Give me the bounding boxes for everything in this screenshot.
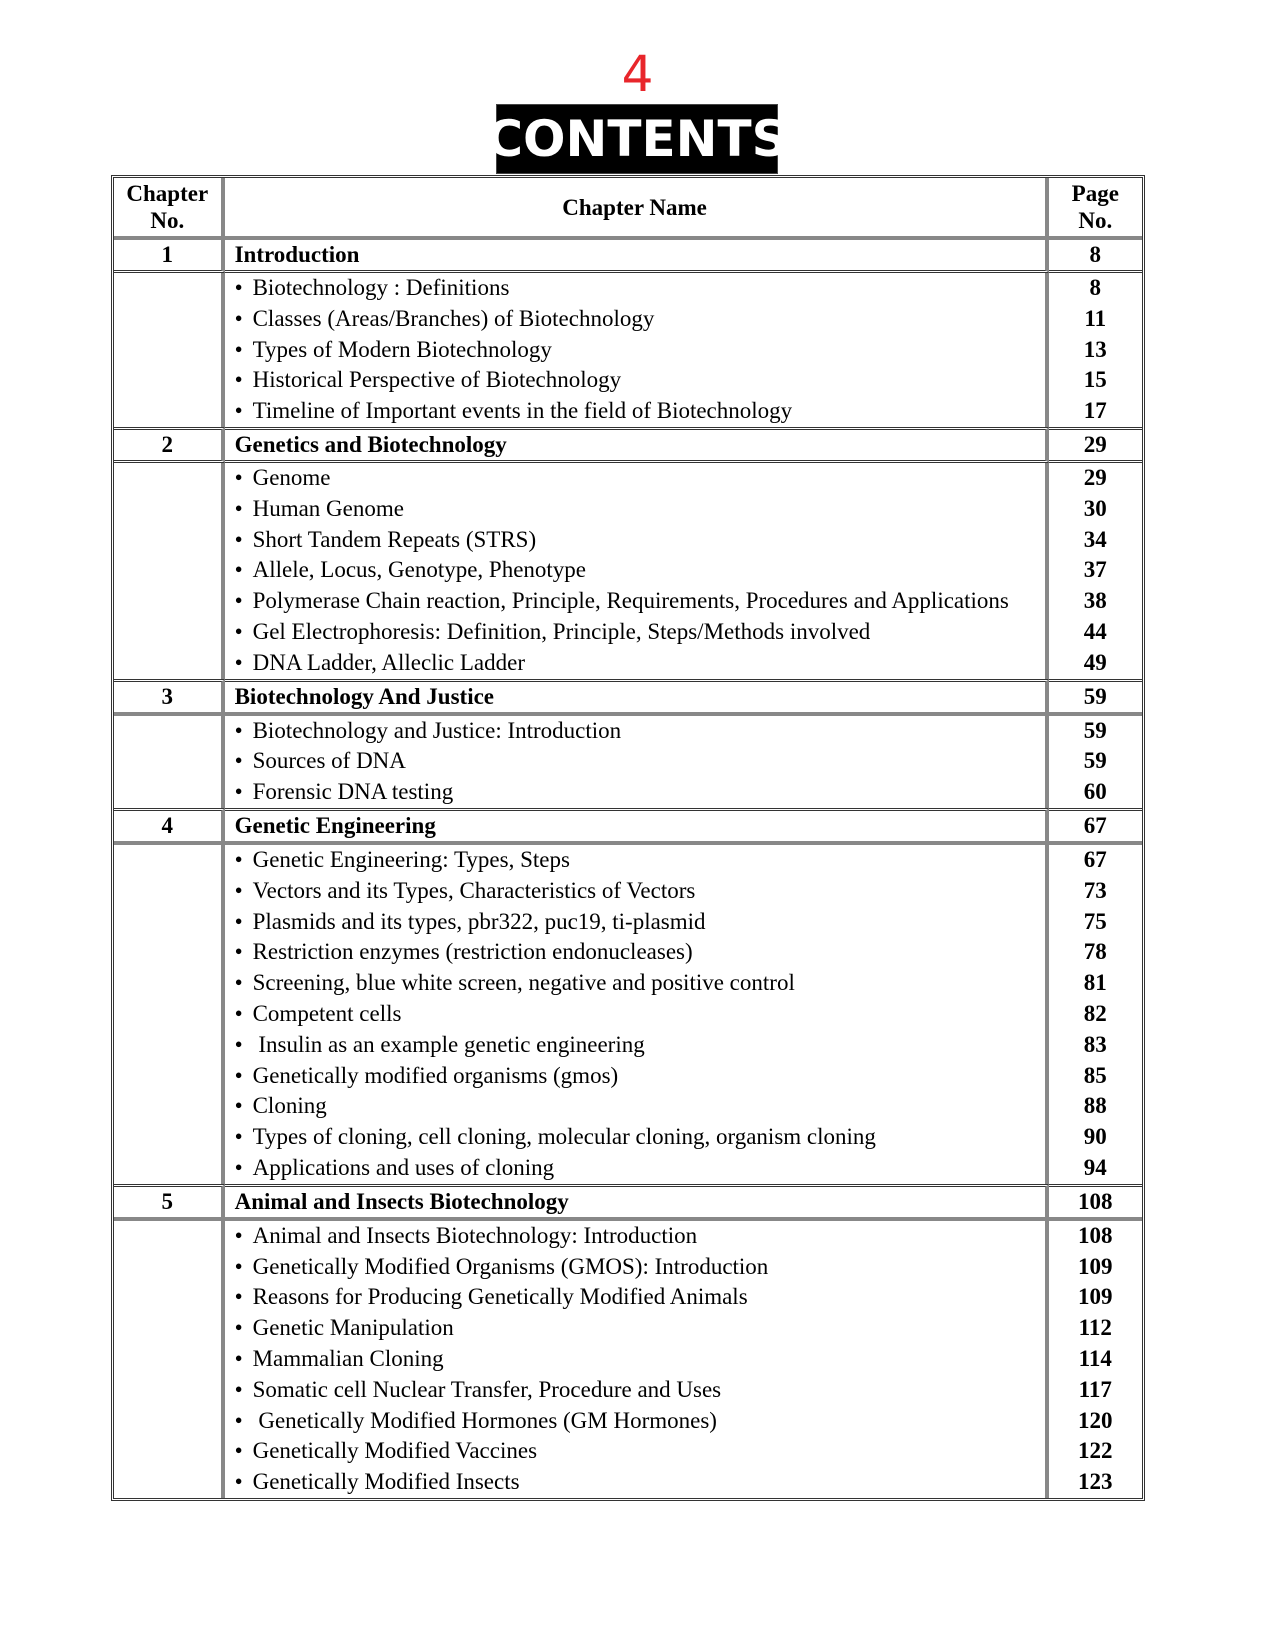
bullet-icon: • xyxy=(234,1154,243,1180)
topic-item[interactable] xyxy=(225,937,1045,968)
header-chapter-no-line1: Chapter xyxy=(126,181,209,206)
contents-title-banner xyxy=(486,104,788,174)
topic-page: 114 xyxy=(1078,1345,1112,1371)
topic-text: Plasmids and its types, pbr322, puc19, ti-plasmid xyxy=(252,908,706,934)
bullet-icon: • xyxy=(234,1438,243,1464)
bullet-icon: • xyxy=(234,1284,243,1310)
topics-pages xyxy=(1049,1221,1142,1498)
topic-item[interactable] xyxy=(225,876,1045,907)
topic-text: Mammalian Cloning xyxy=(252,1345,444,1371)
topic-text: Genetically Modified Insects xyxy=(252,1469,520,1495)
topic-page: 37 xyxy=(1083,557,1107,583)
topic-page: 8 xyxy=(1089,275,1102,300)
topic-text: Genetically Modified Organisms (GMOS): Introduction xyxy=(252,1253,769,1279)
bullet-icon: • xyxy=(234,1345,243,1371)
topics-list xyxy=(225,845,1049,1184)
chapter-page: 8 xyxy=(1049,240,1142,273)
topic-page: 78 xyxy=(1083,939,1107,965)
chapter-title[interactable]: Introduction xyxy=(225,240,1049,273)
topic-text: Cloning xyxy=(252,1093,327,1119)
topic-item[interactable] xyxy=(225,1406,1045,1437)
bullet-icon: • xyxy=(234,398,243,424)
bullet-icon: • xyxy=(234,1222,243,1248)
topic-item[interactable] xyxy=(225,1030,1045,1061)
chapter-number: 1 xyxy=(114,240,225,273)
chapter-number: 2 xyxy=(114,427,225,463)
table-header-row xyxy=(114,178,1142,240)
topic-page: 67 xyxy=(1083,846,1107,872)
chapter-number: 4 xyxy=(114,808,225,845)
chapter-page: 59 xyxy=(1049,679,1142,716)
topic-item[interactable] xyxy=(225,1344,1045,1375)
topic-item[interactable] xyxy=(225,525,1045,556)
topic-page: 117 xyxy=(1078,1376,1112,1402)
bullet-icon: • xyxy=(234,1253,243,1279)
topics-pages xyxy=(1049,463,1142,679)
topic-item[interactable] xyxy=(225,304,1045,335)
topic-text: Reasons for Producing Genetically Modified Animals xyxy=(252,1284,748,1310)
topic-text: Genetically Modified Hormones (GM Hormones) xyxy=(252,1407,717,1433)
topic-item[interactable] xyxy=(225,968,1045,999)
topic-item[interactable] xyxy=(225,1375,1045,1406)
contents-title: CONTENTS xyxy=(486,110,788,168)
topic-page: 44 xyxy=(1083,618,1107,644)
topic-text: Genetic Engineering: Types, Steps xyxy=(252,846,570,872)
topic-item[interactable] xyxy=(225,273,1045,304)
topic-page: 109 xyxy=(1078,1284,1113,1310)
chapter-page: 108 xyxy=(1049,1184,1142,1221)
chapter-number: 5 xyxy=(114,1184,225,1221)
header-chapter-name: Chapter Name xyxy=(225,178,1049,240)
topic-page: 59 xyxy=(1083,717,1107,743)
topic-text: Short Tandem Repeats (STRS) xyxy=(252,526,537,552)
topic-text: Gel Electrophoresis: Definition, Principle, Steps/Methods involved xyxy=(252,618,871,644)
topics-list xyxy=(225,1221,1049,1498)
topic-page: 17 xyxy=(1083,398,1107,424)
topic-text: Applications and uses of cloning xyxy=(252,1154,555,1180)
chapter-row[interactable] xyxy=(114,240,1142,273)
topic-text: Biotechnology : Definitions xyxy=(252,275,510,300)
topic-item[interactable] xyxy=(225,617,1045,648)
topic-page: 120 xyxy=(1078,1407,1113,1433)
topic-text: Animal and Insects Biotechnology: Introduction xyxy=(252,1222,698,1248)
topic-text: Classes (Areas/Branches) of Biotechnology xyxy=(252,305,655,331)
topic-text: Genetically Modified Vaccines xyxy=(252,1438,538,1464)
topic-item[interactable] xyxy=(225,1282,1045,1313)
topic-item[interactable] xyxy=(225,999,1045,1030)
bullet-icon: • xyxy=(234,717,243,743)
topic-item[interactable] xyxy=(225,1252,1045,1283)
bullet-icon: • xyxy=(234,526,243,552)
chapter-row[interactable] xyxy=(114,427,1142,463)
bullet-icon: • xyxy=(234,649,243,675)
topic-text: Somatic cell Nuclear Transfer, Procedure and Uses xyxy=(252,1376,722,1402)
bullet-icon: • xyxy=(234,1469,243,1495)
topic-page: 34 xyxy=(1083,526,1107,552)
topic-text: Forensic DNA testing xyxy=(252,779,454,805)
topic-text: Biotechnology and Justice: Introduction xyxy=(252,717,622,743)
topic-page: 83 xyxy=(1083,1031,1107,1057)
topics-pages xyxy=(1049,845,1142,1184)
topic-page: 88 xyxy=(1083,1093,1107,1119)
topic-text: Historical Perspective of Biotechnology xyxy=(252,367,622,393)
chapter-title[interactable]: Animal and Insects Biotechnology xyxy=(225,1184,1049,1221)
bullet-icon: • xyxy=(234,1376,243,1402)
bullet-icon: • xyxy=(234,1093,243,1119)
bullet-icon: • xyxy=(234,305,243,331)
topic-item[interactable] xyxy=(225,1091,1045,1122)
topics-pages xyxy=(1049,716,1142,808)
topics-list xyxy=(225,463,1049,679)
chapter-row[interactable] xyxy=(114,808,1142,845)
topic-item[interactable] xyxy=(225,463,1045,494)
topic-text: Genetically modified organisms (gmos) xyxy=(252,1062,619,1088)
bullet-icon: • xyxy=(234,1407,243,1433)
topic-text: Insulin as an example genetic engineering xyxy=(252,1031,645,1057)
chapter-topics-row xyxy=(114,1221,1142,1498)
topic-item[interactable] xyxy=(225,648,1045,679)
bullet-icon: • xyxy=(234,464,243,490)
bullet-icon: • xyxy=(234,1000,243,1026)
chapter-topics-row xyxy=(114,273,1142,427)
topics-chapter-cell xyxy=(114,463,225,679)
bullet-icon: • xyxy=(234,1315,243,1341)
bullet-icon: • xyxy=(234,336,243,362)
bullet-icon: • xyxy=(234,748,243,774)
topic-item[interactable] xyxy=(225,1313,1045,1344)
topics-chapter-cell xyxy=(114,273,225,427)
chapter-page: 67 xyxy=(1049,808,1142,845)
topics-chapter-cell xyxy=(114,716,225,808)
topic-item[interactable] xyxy=(225,555,1045,586)
topic-item[interactable] xyxy=(225,1221,1045,1252)
header-page-no-line2: No. xyxy=(1078,208,1113,233)
topic-text: Polymerase Chain reaction, Principle, Requirements, Procedures and Applications xyxy=(252,588,1009,614)
topic-text: Competent cells xyxy=(252,1000,402,1026)
topic-item[interactable] xyxy=(225,1153,1045,1184)
topic-item[interactable] xyxy=(225,777,1045,808)
topics-pages xyxy=(1049,273,1142,427)
bullet-icon: • xyxy=(234,779,243,805)
chapter-number: 3 xyxy=(114,679,225,716)
bullet-icon: • xyxy=(234,618,243,644)
header-chapter-no-line2: No. xyxy=(150,208,185,233)
topic-page: 29 xyxy=(1083,464,1107,490)
topic-page: 15 xyxy=(1083,367,1107,393)
topic-page: 38 xyxy=(1083,588,1107,614)
bullet-icon: • xyxy=(234,1124,243,1150)
topic-page: 109 xyxy=(1078,1253,1113,1279)
topic-text: Genome xyxy=(252,464,331,490)
topic-text: Restriction enzymes (restriction endonucleases) xyxy=(252,939,693,965)
topic-page: 60 xyxy=(1083,779,1107,805)
topic-page: 85 xyxy=(1083,1062,1107,1088)
topic-page: 75 xyxy=(1083,908,1107,934)
chapter-topics-row xyxy=(114,463,1142,679)
bullet-icon: • xyxy=(234,908,243,934)
bullet-icon: • xyxy=(234,275,243,300)
chapter-title[interactable]: Biotechnology And Justice xyxy=(225,679,1049,716)
page-number: 4 xyxy=(621,45,654,103)
header-page-no-line1: Page xyxy=(1071,181,1119,206)
topic-page: 112 xyxy=(1078,1315,1112,1341)
topic-text: DNA Ladder, Alleclic Ladder xyxy=(252,649,526,675)
topic-page: 11 xyxy=(1084,305,1107,331)
topic-text: Screening, blue white screen, negative and positive control xyxy=(252,970,795,996)
topic-page: 90 xyxy=(1083,1124,1107,1150)
header-chapter-no xyxy=(114,178,225,240)
topic-item[interactable] xyxy=(225,335,1045,366)
topic-text: Human Genome xyxy=(252,495,404,521)
bullet-icon: • xyxy=(234,367,243,393)
topic-page: 30 xyxy=(1083,495,1107,521)
topic-text: Timeline of Important events in the field of Biotechnology xyxy=(252,398,793,424)
toc-body xyxy=(114,240,1142,1498)
topic-page: 122 xyxy=(1078,1438,1113,1464)
topics-chapter-cell xyxy=(114,845,225,1184)
topics-list xyxy=(225,273,1049,427)
bullet-icon: • xyxy=(234,1062,243,1088)
topic-text: Types of Modern Biotechnology xyxy=(252,336,552,362)
bullet-icon: • xyxy=(234,846,243,872)
topic-item[interactable] xyxy=(225,586,1045,617)
topic-item[interactable] xyxy=(225,494,1045,525)
topic-page: 59 xyxy=(1083,748,1107,774)
table-of-contents xyxy=(111,175,1145,1501)
topic-page: 123 xyxy=(1078,1469,1113,1495)
topic-text: Allele, Locus, Genotype, Phenotype xyxy=(252,557,587,583)
chapter-row[interactable] xyxy=(114,679,1142,716)
topic-text: Vectors and its Types, Characteristics of Vectors xyxy=(252,877,696,903)
topic-page: 82 xyxy=(1083,1000,1107,1026)
bullet-icon: • xyxy=(234,877,243,903)
chapter-row[interactable] xyxy=(114,1184,1142,1221)
topic-item[interactable] xyxy=(225,396,1045,427)
bullet-icon: • xyxy=(234,495,243,521)
topic-item[interactable] xyxy=(225,365,1045,396)
topic-page: 81 xyxy=(1083,970,1107,996)
topic-item[interactable] xyxy=(225,1061,1045,1092)
chapter-page: 29 xyxy=(1049,427,1142,463)
topics-chapter-cell xyxy=(114,1221,225,1498)
chapter-topics-row xyxy=(114,845,1142,1184)
bullet-icon: • xyxy=(234,939,243,965)
bullet-icon: • xyxy=(234,557,243,583)
chapter-topics-row xyxy=(114,716,1142,808)
bullet-icon: • xyxy=(234,1031,243,1057)
chapter-title[interactable]: Genetic Engineering xyxy=(225,808,1049,845)
topic-page: 49 xyxy=(1083,649,1107,675)
topics-list xyxy=(225,716,1049,808)
topic-item[interactable] xyxy=(225,1122,1045,1153)
topic-page: 73 xyxy=(1083,877,1107,903)
topic-page: 108 xyxy=(1078,1222,1113,1248)
bullet-icon: • xyxy=(234,970,243,996)
topic-page: 13 xyxy=(1083,336,1107,362)
topic-item[interactable] xyxy=(225,845,1045,876)
topic-text: Sources of DNA xyxy=(252,748,406,774)
topic-text: Types of cloning, cell cloning, molecular cloning, organism cloning xyxy=(252,1124,876,1150)
topic-item[interactable] xyxy=(225,1467,1045,1498)
topic-page: 94 xyxy=(1083,1154,1107,1180)
header-page-no xyxy=(1049,178,1142,240)
bullet-icon: • xyxy=(234,588,243,614)
topic-item[interactable] xyxy=(225,907,1045,938)
topic-text: Genetic Manipulation xyxy=(252,1315,454,1341)
topic-item[interactable] xyxy=(225,746,1045,777)
topic-item[interactable] xyxy=(225,716,1045,747)
chapter-title[interactable]: Genetics and Biotechnology xyxy=(225,427,1049,463)
topic-item[interactable] xyxy=(225,1436,1045,1467)
